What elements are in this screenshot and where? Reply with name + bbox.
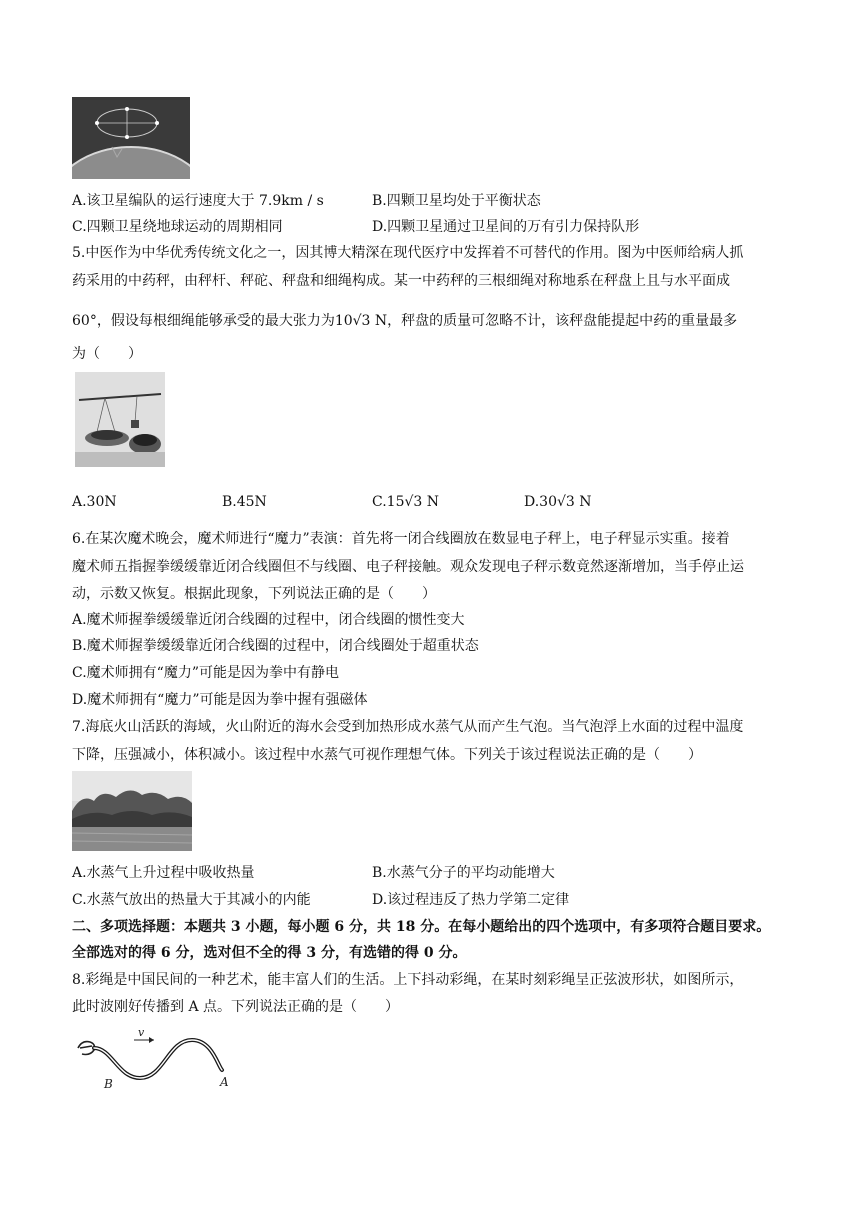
q5-option-c: C.15√3 N	[372, 494, 440, 510]
wave-point-a-label: A	[220, 1075, 229, 1089]
q7-line-1: 7.海底火山活跃的海域，火山附近的海水会受到加热形成水蒸气从而产生气泡。当气泡浮上水面的过程中温度	[72, 719, 744, 735]
q6-line-2: 魔术师五指握拳缓缓靠近闭合线圈但不与线圈、电子秤接触。观众发现电子秤示数竟然逐渐增加，当手停止运	[72, 559, 744, 575]
q7-option-b: B.水蒸气分子的平均动能增大	[372, 865, 555, 881]
wave-velocity-label: v	[138, 1026, 145, 1039]
q8-line-1: 8.彩绳是中国民间的一种艺术，能丰富人们的生活。上下抖动彩绳，在某时刻彩绳呈正弦波形状，如图所示，	[72, 972, 744, 988]
q7-line-2: 下降，压强减小，体积减小。该过程中水蒸气可视作理想气体。下列关于该过程说法正确的是（ ）	[72, 747, 702, 763]
q6-line-3: 动，示数又恢复。根据此现象，下列说法正确的是（ ）	[72, 586, 436, 602]
q5-line-2: 药采用的中药秤，由秤杆、秤砣、秤盘和细绳构成。某一中药秤的三根细绳对称地系在秤盘上且与水平面成	[72, 273, 730, 289]
q6-option-c: C.魔术师拥有“魔力”可能是因为拳中有静电	[72, 665, 339, 681]
q6-line-1: 6.在某次魔术晚会，魔术师进行“魔力”表演：首先将一闭合线圈放在数显电子秤上，电子秤显示实重。接着	[72, 531, 730, 547]
q6-option-d: D.魔术师拥有“魔力”可能是因为拳中握有强磁体	[72, 692, 368, 708]
section2-heading-line-2: 全部选对的得 6 分，选对但不全的得 3 分，有选错的得 0 分。	[72, 945, 467, 961]
q5-option-d: D.30√3 N	[524, 494, 592, 510]
volcano-sea-figure	[72, 771, 192, 851]
medicine-scale-figure	[75, 372, 165, 467]
q6-option-b: B.魔术师握拳缓缓靠近闭合线圈的过程中，闭合线圈处于超重状态	[72, 638, 479, 654]
q7-option-a: A.水蒸气上升过程中吸收热量	[72, 865, 255, 881]
wave-point-b-label: B	[104, 1077, 113, 1091]
q4-option-a: A.该卫星编队的运行速度大于 7.9km / s	[72, 193, 324, 209]
q5-line-1: 5.中医作为中华优秀传统文化之一，因其博大精深在现代医疗中发挥着不可替代的作用。图为中医师给病人抓	[72, 245, 744, 261]
section2-heading-line-1: 二、多项选择题：本题共 3 小题，每小题 6 分，共 18 分。在每小题给出的四个选项中，有多项符合题目要求。	[72, 919, 771, 935]
q7-option-d: D.该过程违反了热力学第二定律	[372, 892, 570, 908]
q4-option-b: B.四颗卫星均处于平衡状态	[372, 193, 541, 209]
satellite-figure	[72, 97, 190, 179]
q5-line-4: 为（ ）	[72, 346, 142, 362]
q4-option-d: D.四颗卫星通过卫星间的万有引力保持队形	[372, 219, 640, 235]
wave-rope-figure	[72, 1026, 242, 1092]
q7-option-c: C.水蒸气放出的热量大于其减小的内能	[72, 892, 311, 908]
q4-option-c: C.四颗卫星绕地球运动的周期相同	[72, 219, 283, 235]
q5-line-3: 60°，假设每根细绳能够承受的最大张力为10√3 N，秤盘的质量可忽略不计，该秤盘能提起中药的重量最多	[72, 313, 738, 329]
q6-option-a: A.魔术师握拳缓缓靠近闭合线圈的过程中，闭合线圈的惯性变大	[72, 612, 465, 628]
q5-option-a: A.30N	[72, 494, 117, 510]
q8-line-2: 此时波刚好传播到 A 点。下列说法正确的是（ ）	[72, 999, 400, 1015]
q5-option-b: B.45N	[222, 494, 267, 510]
